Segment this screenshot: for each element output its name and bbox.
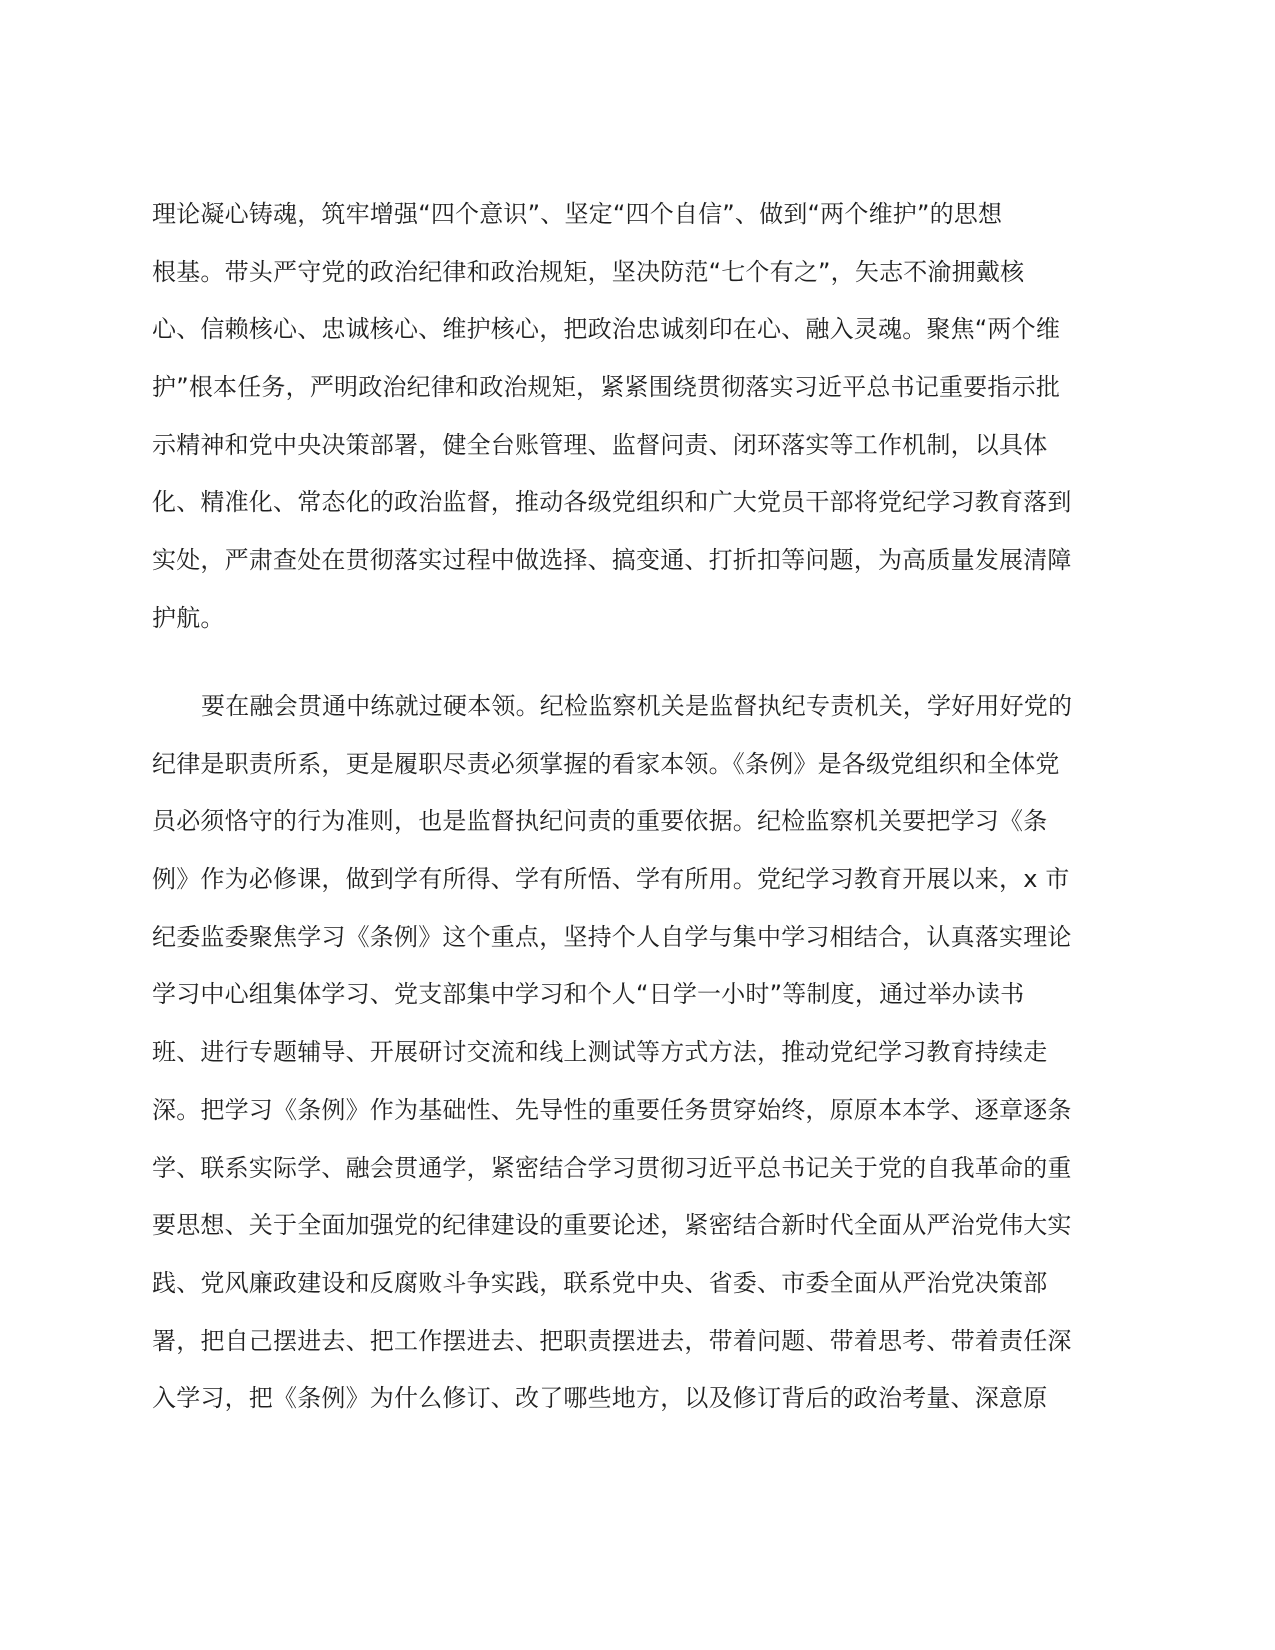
paragraph-line: 学习中心组集体学习、党支部集中学习和个人“日学一小时”等制度，通过举办读书 — [152, 980, 1025, 1009]
paragraph-line: 实处，严肃查处在贯彻落实过程中做选择、搞变通、打折扣等问题，为高质量发展清障 — [152, 546, 1072, 575]
paragraph-line: 例》作为必修课，做到学有所得、学有所悟、学有所用。党纪学习教育开展以来，x 市 — [152, 865, 1070, 894]
paragraph-2 — [152, 678, 1102, 1428]
paragraph-line: 入学习，把《条例》为什么修订、改了哪些地方，以及修订背后的政治考量、深意原 — [152, 1384, 1048, 1413]
paragraph-line: 员必须恪守的行为准则，也是监督执纪问责的重要依据。纪检监察机关要把学习《条 — [152, 807, 1048, 836]
paragraph-line: 心、信赖核心、忠诚核心、维护核心，把政治忠诚刻印在心、融入灵魂。聚焦“两个维 — [152, 315, 1061, 344]
paragraph-line: 班、进行专题辅导、开展研讨交流和线上测试等方式方法，推动党纪学习教育持续走 — [152, 1038, 1048, 1067]
paragraph-1 — [152, 186, 1102, 648]
paragraph-line: 践、党风廉政建设和反腐败斗争实践，联系党中央、省委、市委全面从严治党决策部 — [152, 1268, 1048, 1297]
paragraph-line: 护航。 — [152, 603, 225, 632]
paragraph-line: 署，把自己摆进去、把工作摆进去、把职责摆进去，带着问题、带着思考、带着责任深 — [152, 1326, 1072, 1355]
paragraph-line: 要思想、关于全面加强党的纪律建设的重要论述，紧密结合新时代全面从严治党伟大实 — [152, 1211, 1072, 1240]
paragraph-line: 纪律是职责所系，更是履职尽责必须掌握的看家本领。《条例》是各级党组织和全体党 — [152, 749, 1060, 778]
paragraph-line: 根基。带头严守党的政治纪律和政治规矩，坚决防范“七个有之”，矢志不渝拥戴核 — [152, 257, 1025, 286]
paragraph-line: 示精神和党中央决策部署，健全台账管理、监督问责、闭环落实等工作机制，以具体 — [152, 430, 1048, 459]
paragraph-line: 化、精准化、常态化的政治监督，推动各级党组织和广大党员干部将党纪学习教育落到 — [152, 488, 1072, 517]
paragraph-line: 要在融会贯通中练就过硬本领。纪检监察机关是监督执纪专责机关，学好用好党的 — [201, 692, 1073, 720]
paragraph-line: 护”根本任务，严明政治纪律和政治规矩，紧紧围绕贯彻落实习近平总书记重要指示批 — [152, 373, 1061, 402]
paragraph-line: 深。把学习《条例》作为基础性、先导性的重要任务贯穿始终，原原本本学、逐章逐条 — [152, 1095, 1072, 1124]
paragraph-line: 理论凝心铸魂，筑牢增强“四个意识”、坚定“四个自信”、做到“两个维护”的思想 — [152, 200, 1003, 228]
paragraph-line: 纪委监委聚焦学习《条例》这个重点，坚持个人自学与集中学习相结合，认真落实理论 — [152, 922, 1072, 951]
paragraph-line: 学、联系实际学、融会贯通学，紧密结合学习贯彻习近平总书记关于党的自我革命的重 — [152, 1153, 1072, 1182]
